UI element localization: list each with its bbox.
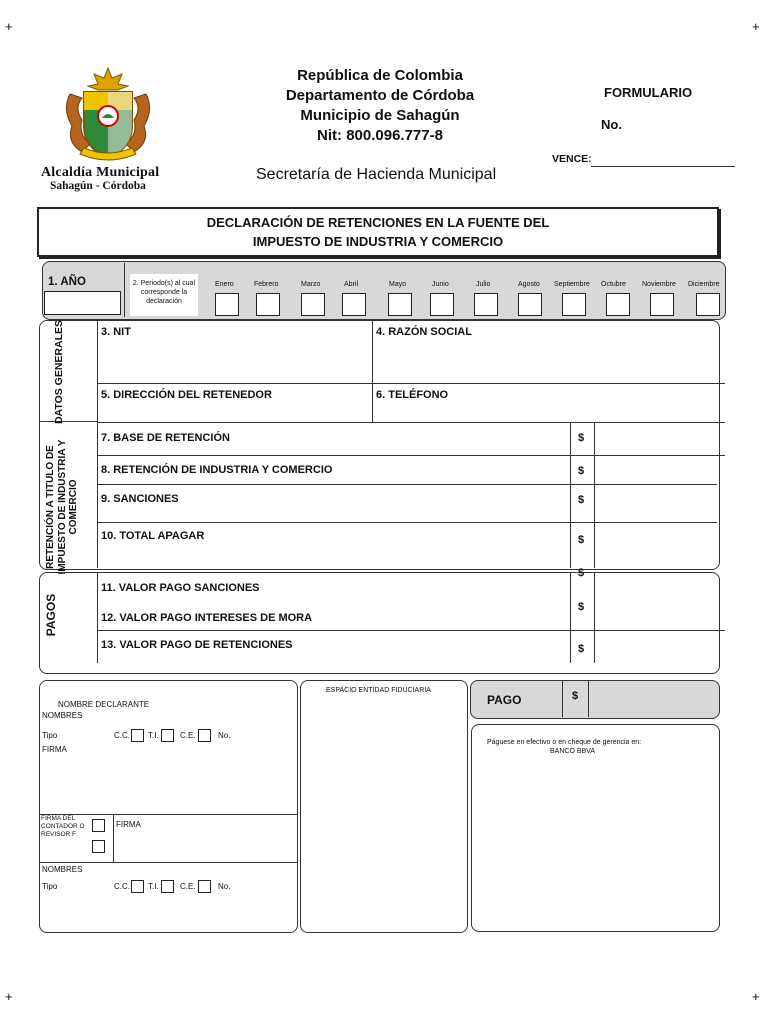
period-divider — [124, 263, 125, 317]
month-label-septiembre: Septiembre — [554, 281, 590, 288]
pago-retenciones-value[interactable] — [596, 632, 716, 670]
month-checkbox-febrero[interactable] — [256, 293, 280, 316]
month-label-abril: Abril — [344, 281, 359, 288]
pago-divider — [588, 681, 589, 717]
header-nit: Nit: 800.096.777-8 — [317, 127, 443, 144]
month-label-mayo: Mayo — [389, 281, 407, 288]
datos-generales-label: DATOS GENERALES — [53, 319, 65, 425]
row-line — [97, 484, 717, 485]
currency-divider — [570, 422, 571, 568]
no-label: No. — [218, 882, 231, 891]
header-line3: Municipio de Sahagún — [300, 107, 460, 124]
vence-label: VENCE: — [552, 153, 592, 165]
ce-contador-checkbox[interactable] — [198, 880, 211, 893]
value-divider — [594, 573, 595, 663]
formulario-no-label: No. — [601, 117, 622, 132]
direccion-field[interactable] — [99, 403, 369, 421]
ti-contador-checkbox[interactable] — [161, 880, 174, 893]
year-input[interactable] — [44, 291, 121, 315]
nit-razon-divider — [372, 321, 373, 423]
pagos-divider — [97, 573, 98, 663]
header-line2: Departamento de Córdoba — [285, 87, 475, 104]
telefono-label: 6. TELÉFONO — [376, 389, 449, 401]
title-line1: DECLARACIÓN DE RETENCIONES EN LA FUENTE DEL — [206, 215, 550, 230]
direccion-label: 5. DIRECCIÓN DEL RETENEDOR — [101, 389, 272, 401]
month-checkbox-mayo[interactable] — [388, 293, 412, 316]
cc-checkbox[interactable] — [131, 729, 144, 742]
pago-divider — [562, 681, 563, 717]
firma-declarante-field[interactable] — [42, 758, 292, 810]
nombre-declarante-label: NOMBRE DECLARANTE — [58, 700, 150, 709]
firma-contador-field-label: FIRMA — [116, 820, 141, 829]
coat-of-arms-logo — [60, 64, 156, 164]
section-divider — [97, 321, 98, 568]
firma-contador-label: FIRMA DEL CONTADOR O REVISOR F — [41, 815, 85, 838]
sanciones-value[interactable] — [596, 486, 716, 521]
month-checkbox-noviembre[interactable] — [650, 293, 674, 316]
pago-sanciones-intereses-value[interactable] — [596, 575, 716, 629]
header-line1: República de Colombia — [297, 67, 463, 84]
month-label-enero: Enero — [215, 281, 234, 288]
month-checkbox-agosto[interactable] — [518, 293, 542, 316]
pago-currency-symbol: $ — [572, 690, 579, 702]
currency-symbol: $ — [578, 534, 585, 546]
row-line — [97, 422, 725, 423]
month-label-agosto: Agosto — [518, 281, 540, 288]
nombres-contador-label: NOMBRES — [42, 865, 83, 874]
month-label-febrero: Febrero — [254, 281, 279, 288]
year-label: 1. AÑO — [48, 276, 86, 288]
crop-mark: + — [5, 19, 13, 34]
base-retencion-value[interactable] — [596, 424, 716, 454]
month-checkbox-enero[interactable] — [215, 293, 239, 316]
pago-label: PAGO — [487, 693, 522, 707]
no-label: No. — [218, 731, 231, 740]
month-label-noviembre: Noviembre — [642, 281, 676, 288]
month-checkbox-abril[interactable] — [342, 293, 366, 316]
month-checkbox-diciembre[interactable] — [696, 293, 720, 316]
razon-social-label: 4. RAZÓN SOCIAL — [376, 326, 472, 338]
cc-label: C.C. — [114, 882, 130, 891]
pago-value[interactable] — [590, 683, 716, 715]
tipo-label: Tipo — [42, 731, 58, 740]
retencion-section-label: RETENCIÓN A TITULO DE IMPUESTO DE INDUSTRIA Y COMERCIO — [45, 439, 79, 575]
secretaria-title: Secretaría de Hacienda Municipal — [256, 166, 497, 183]
currency-symbol: $ — [578, 432, 585, 444]
header-block — [250, 66, 510, 146]
razon-social-field[interactable] — [374, 341, 716, 381]
bank-name: BANCO BBVA — [550, 748, 595, 755]
pago-sanciones-label: 11. VALOR PAGO SANCIONES — [101, 582, 260, 594]
currency-symbol: $ — [578, 494, 585, 506]
firma-divider — [113, 814, 114, 862]
sanciones-label: 9. SANCIONES — [101, 493, 179, 505]
contador-checkbox[interactable] — [92, 819, 105, 832]
currency-symbol: $ — [578, 567, 585, 579]
month-checkbox-octubre[interactable] — [606, 293, 630, 316]
currency-divider — [570, 573, 571, 663]
currency-symbol: $ — [578, 465, 585, 477]
month-label-marzo: Marzo — [301, 281, 321, 288]
tipo-contador-label: Tipo — [42, 882, 58, 891]
base-retencion-label: 7. BASE DE RETENCIÓN — [101, 432, 230, 444]
retencion-ica-value[interactable] — [596, 457, 716, 483]
row-line — [97, 455, 725, 456]
row-line — [97, 522, 717, 523]
pagos-label: PAGOS — [44, 593, 58, 637]
row-line — [97, 630, 725, 631]
month-label-junio: Junio — [432, 281, 449, 288]
vence-line[interactable] — [591, 166, 735, 167]
title-line2: IMPUESTO DE INDUSTRIA Y COMERCIO — [252, 234, 504, 249]
pago-retenciones-label: 13. VALOR PAGO DE RETENCIONES — [101, 639, 293, 651]
nit-label: 3. NIT — [101, 326, 131, 338]
firma-label: FIRMA — [42, 745, 67, 754]
cc-contador-checkbox[interactable] — [131, 880, 144, 893]
retencion-ica-label: 8. RETENCIÓN DE INDUSTRIA Y COMERCIO — [101, 464, 333, 476]
ce-checkbox[interactable] — [198, 729, 211, 742]
month-checkbox-marzo[interactable] — [301, 293, 325, 316]
cc-label: C.C. — [114, 731, 130, 740]
month-label-octubre: Octubre — [601, 281, 626, 288]
title-box — [37, 207, 719, 257]
ti-checkbox[interactable] — [161, 729, 174, 742]
crop-mark: + — [752, 989, 760, 1004]
telefono-field[interactable] — [374, 403, 716, 421]
nombres-label: NOMBRES — [42, 711, 83, 720]
ti-label: T.I. — [148, 731, 159, 740]
currency-symbol: $ — [578, 601, 585, 613]
total-pagar-label: 10. TOTAL APAGAR — [101, 530, 205, 542]
ti-label: T.I. — [148, 882, 159, 891]
logo-text-line2: Sahagún - Córdoba — [50, 180, 146, 192]
crop-mark: + — [752, 19, 760, 34]
pago-intereses-label: 12. VALOR PAGO INTERESES DE MORA — [101, 612, 313, 624]
revisor-checkbox[interactable] — [92, 840, 105, 853]
crop-mark: + — [5, 989, 13, 1004]
currency-symbol: $ — [578, 643, 585, 655]
row-line — [97, 383, 725, 384]
pago-note: Páguese en efectivo o en cheque de gerencia en: — [487, 739, 642, 746]
total-pagar-value[interactable] — [596, 524, 716, 566]
month-checkbox-julio[interactable] — [474, 293, 498, 316]
fiduciaria-box[interactable] — [300, 680, 468, 933]
logo-text-line1: Alcaldía Municipal — [41, 165, 160, 180]
month-checkbox-junio[interactable] — [430, 293, 454, 316]
formulario-label: FORMULARIO — [604, 85, 693, 100]
ce-label: C.E. — [180, 731, 196, 740]
periodo-note-box — [130, 274, 198, 316]
periodo-note: 2. Periodo(s) al cual corresponde la declaración — [132, 280, 196, 305]
nit-field[interactable] — [99, 341, 369, 381]
value-divider — [594, 422, 595, 568]
month-checkbox-septiembre[interactable] — [562, 293, 586, 316]
banco-box — [471, 724, 720, 932]
ce-label: C.E. — [180, 882, 196, 891]
month-label-diciembre: Diciembre — [688, 281, 720, 288]
month-label-julio: Julio — [476, 281, 491, 288]
fiduciaria-label: ESPACIO ENTIDAD FIDUCIARIA — [326, 687, 431, 694]
row-line — [39, 862, 297, 863]
